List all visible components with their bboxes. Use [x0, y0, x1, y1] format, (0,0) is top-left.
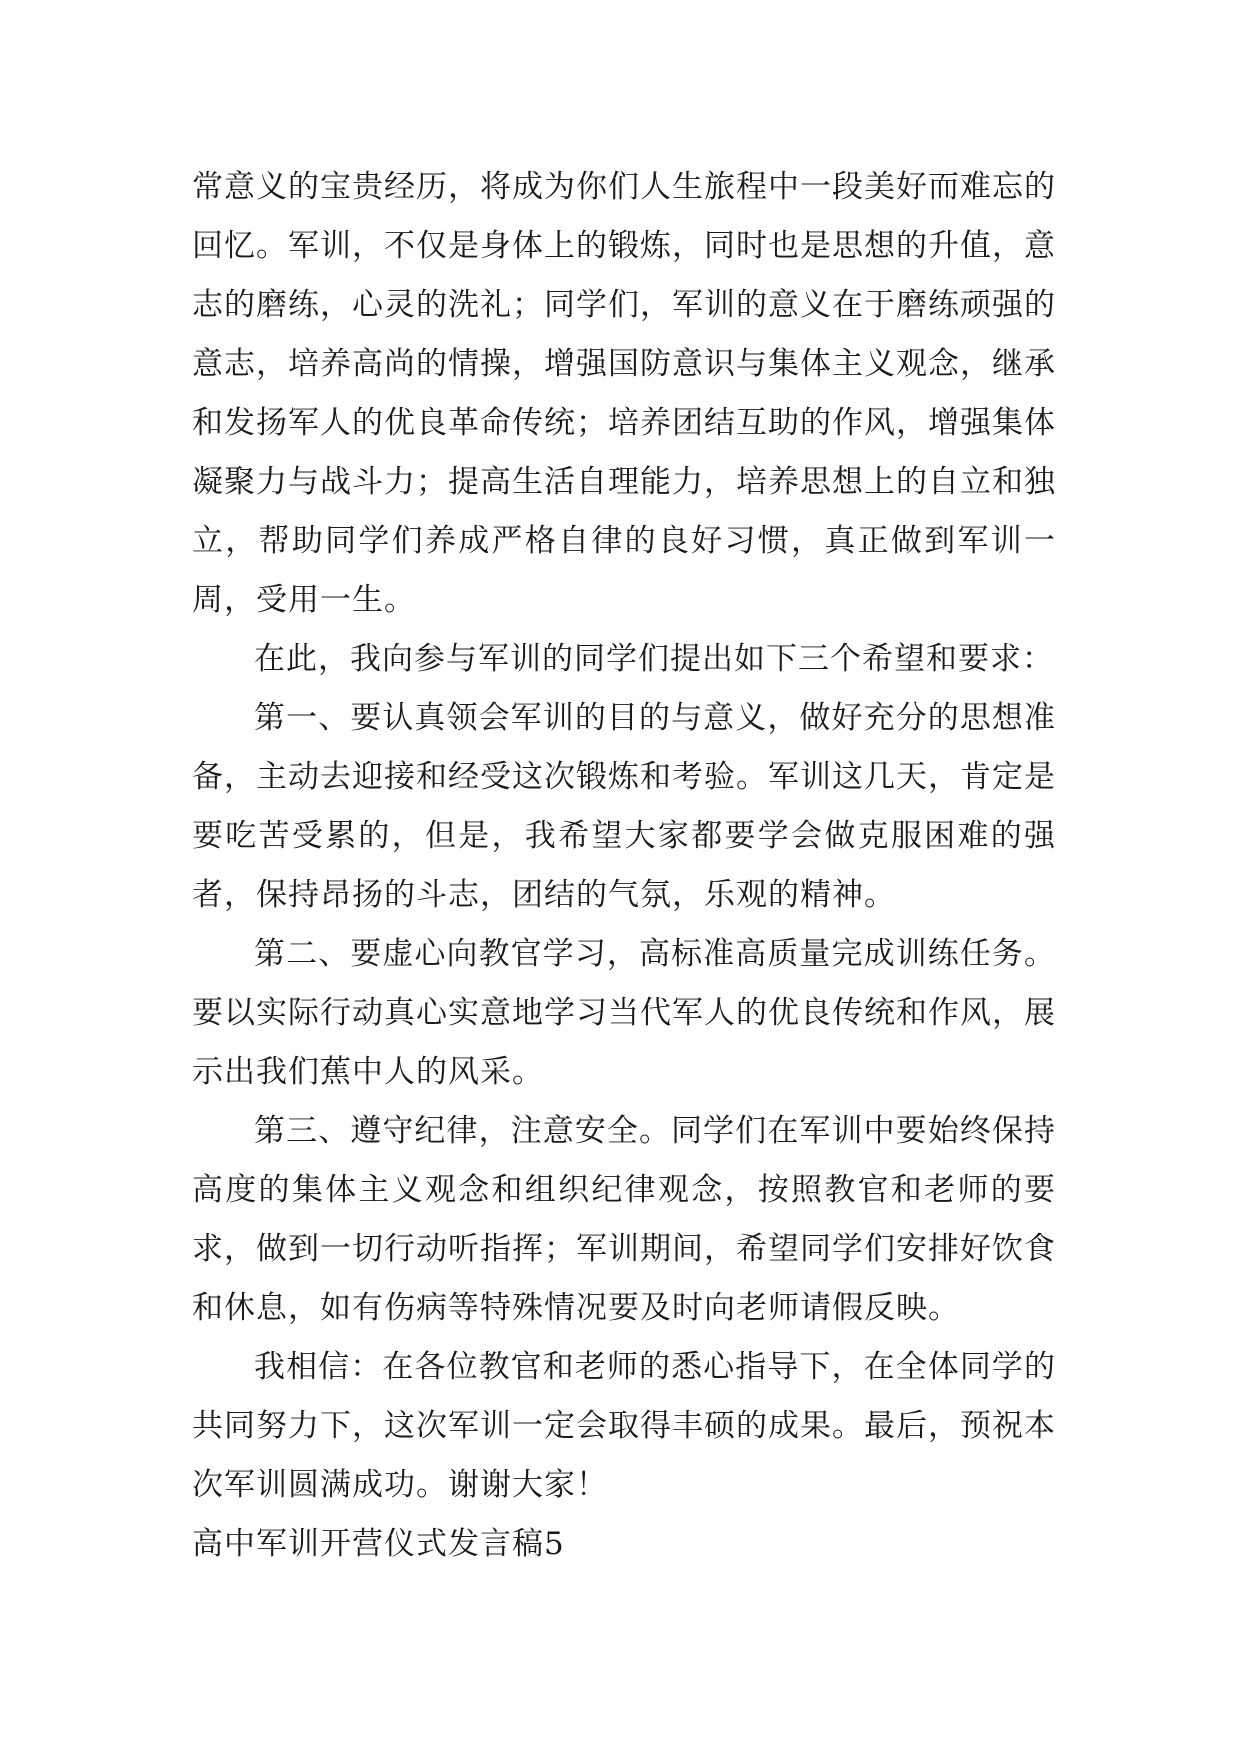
paragraph-intro-requirements: 在此，我向参与军训的同学们提出如下三个希望和要求： — [254, 641, 1054, 677]
paragraph-continuation: 常意义的宝贵经历，将成为你们人生旅程中一段美好而难忘的回忆。军训，不仅是身体上的锻炼，同时也是思想的升值，意志的磨练，心灵的洗礼；同学们，军训的意义在于磨练顽强的意志，培养高尚的情操，增强国防意识与集体主义观念，继承和发扬军人的优良革命传统；培养团结互助的作风，增强集体凝聚力与战斗力；提高生活自理能力，培养思想上的自立和独立，帮助同学们养成严格自律的良好习惯，真正做到军训一周，受用一生。 — [192, 169, 1056, 618]
section-heading: 高中军训开营仪式发言稿5 — [192, 1526, 565, 1562]
paragraph-requirement-3: 第三、遵守纪律，注意安全。同学们在军训中要始终保持高度的集体主义观念和组织纪律观念，按照教官和老师的要求，做到一切行动听指挥；军训期间，希望同学们安排好饮食和休息，如有伤病等特殊情况要及时向老师请假反映。 — [192, 1113, 1056, 1326]
paragraph-requirement-1: 第一、要认真领会军训的目的与意义，做好充分的思想准备，主动去迎接和经受这次锻炼和考验。军训这几天，肯定是要吃苦受累的，但是，我希望大家都要学会做克服困难的强者，保持昂扬的斗志，团结的气氛，乐观的精神。 — [192, 700, 1056, 913]
paragraph-requirement-2: 第二、要虚心向教官学习，高标准高质量完成训练任务。要以实际行动真心实意地学习当代军人的优良传统和作风，展示出我们蕉中人的风采。 — [192, 936, 1056, 1090]
paragraph-closing: 我相信：在各位教官和老师的悉心指导下，在全体同学的共同努力下，这次军训一定会取得丰硕的成果。最后，预祝本次军训圆满成功。谢谢大家！ — [192, 1349, 1056, 1503]
document-body — [192, 158, 1056, 1574]
